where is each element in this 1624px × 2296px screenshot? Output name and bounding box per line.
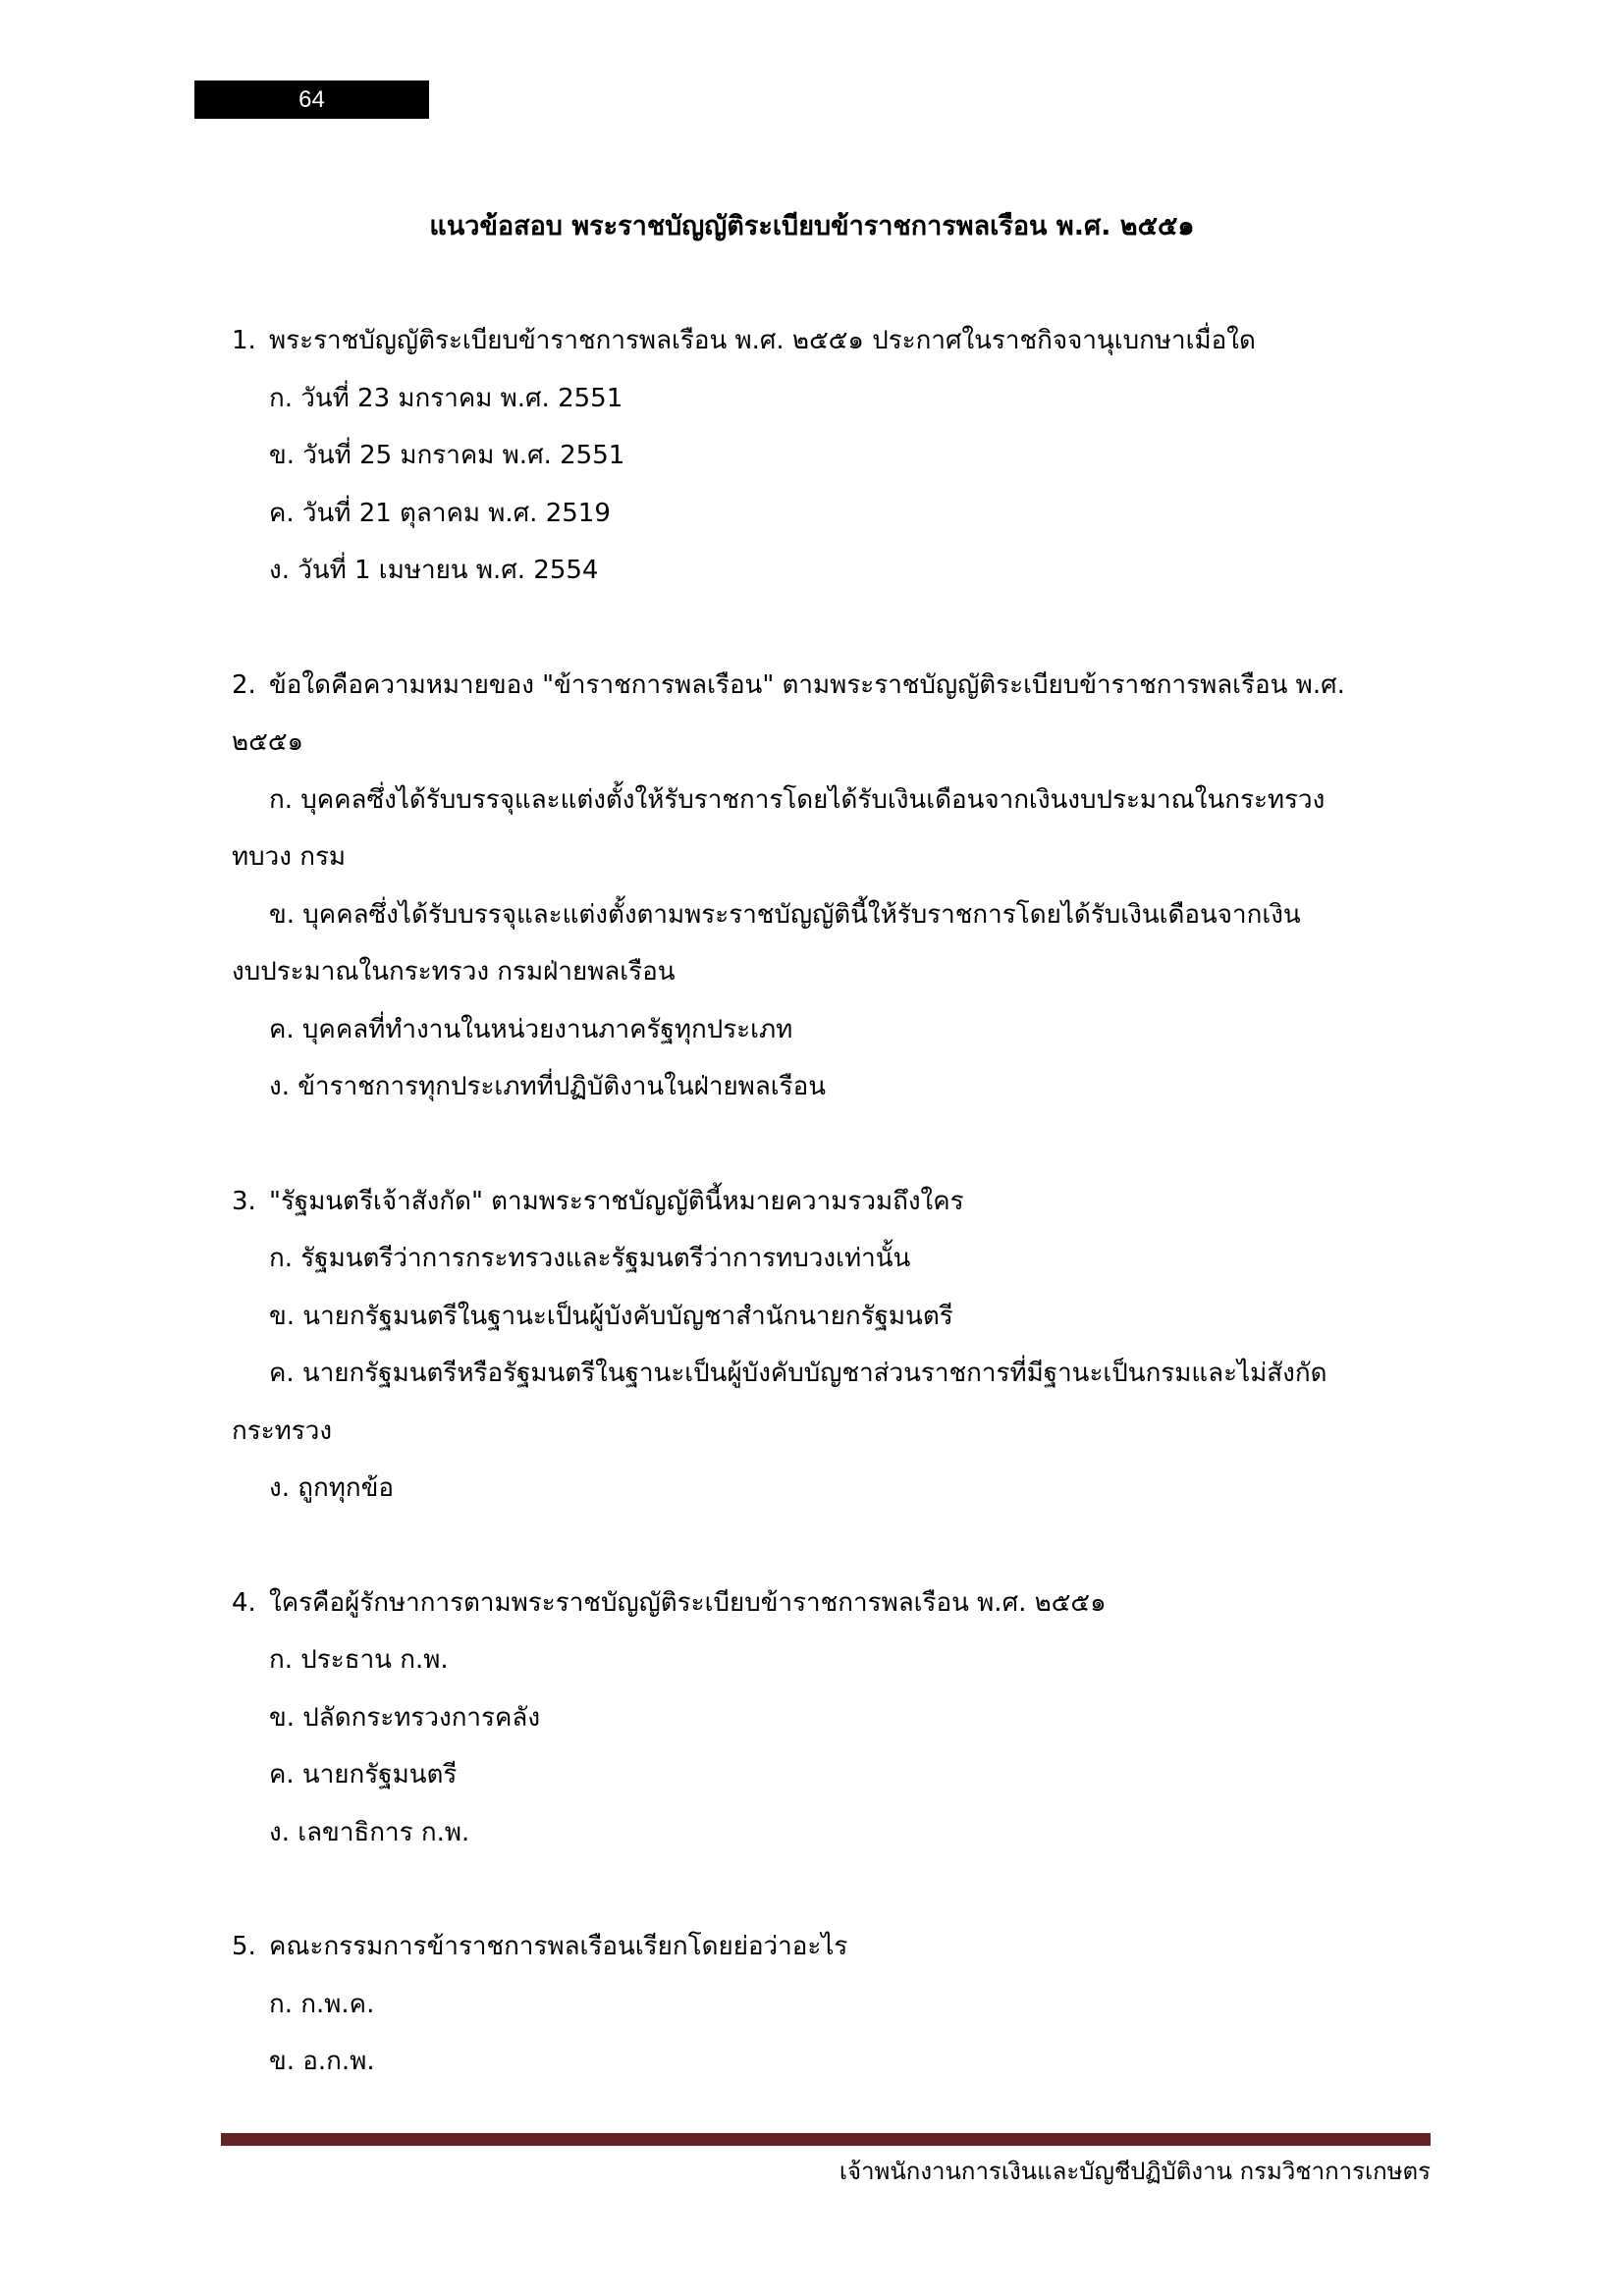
question-1: [232, 312, 1430, 600]
page-title: แนวข้อสอบ พระราชบัญญัติระเบียบข้าราชการพลเรือน พ.ศ. ๒๕๕๑: [429, 211, 1195, 241]
option-kho-khwai: ค. นายกรัฐมนตรีหรือรัฐมนตรีในฐานะเป็นผู้บังคับบัญชาส่วนราชการที่มีฐานะเป็นกรมและไม่สังกัด: [269, 1359, 1327, 1388]
question-text: 4. ใครคือผู้รักษาการตามพระราชบัญญัติระเบียบข้าราชการพลเรือน พ.ศ. ๒๕๕๑: [232, 1575, 1430, 1632]
option-kho: ข. นายกรัฐมนตรีในฐานะเป็นผู้บังคับบัญชาสำนักนายกรัฐมนตรี: [269, 1301, 953, 1331]
option-kho-khwai: ค. นายกรัฐมนตรี: [269, 1760, 458, 1789]
option-ngo: ง. ข้าราชการทุกประเภทที่ปฏิบัติงานในฝ่ายพลเรือน: [269, 1072, 826, 1101]
question-number: 4.: [232, 1587, 256, 1618]
option-kho-continued: งบประมาณในกระทรวง กรมฝ่ายพลเรือน: [232, 957, 676, 987]
question-number: 5.: [232, 1932, 256, 1961]
option-kho: ข. อ.ก.พ.: [269, 2047, 375, 2076]
question-3: [232, 1173, 1430, 1518]
page-number: [194, 80, 429, 119]
option-ngo: ง. ถูกทุกข้อ: [269, 1473, 394, 1503]
option-kho: ข. บุคคลซึ่งได้รับบรรจุและแต่งตั้งตามพระราชบัญญัตินี้ให้รับราชการโดยได้รับเงินเดือนจากเงิน: [269, 899, 1301, 930]
option-ko: ก. บุคคลซึ่งได้รับบรรจุและแต่งตั้งให้รับราชการโดยได้รับเงินเดือนจากเงินงบประมาณในกระทรวง: [269, 784, 1326, 815]
question-number: 2.: [232, 669, 256, 700]
page-number-label: 64: [298, 85, 325, 113]
question-number: 1.: [232, 326, 256, 355]
question-text: 5. คณะกรรมการข้าราชการพลเรือนเรียกโดยย่อว่าอะไร: [232, 1918, 1430, 1976]
option-kho: ข. วันที่ 25 มกราคม พ.ศ. 2551: [269, 441, 625, 470]
option-ko: ก. รัฐมนตรีว่าการกระทรวงและรัฐมนตรีว่าการทบวงเท่านั้น: [269, 1244, 911, 1273]
option-ko: ก. วันที่ 23 มกราคม พ.ศ. 2551: [269, 383, 623, 413]
question-text: 2. ข้อใดคือความหมายของ "ข้าราชการพลเรือน" ตามพระราชบัญญัติระเบียบข้าราชการพลเรือน พ.ศ.: [232, 657, 1430, 715]
option-ngo: ง. วันที่ 1 เมษายน พ.ศ. 2554: [269, 556, 599, 585]
question-text: 1. พระราชบัญญัติระเบียบข้าราชการพลเรือน พ.ศ. ๒๕๕๑ ประกาศในราชกิจจานุเบกษาเมื่อใด: [232, 312, 1430, 370]
option-ko: ก. ประธาน ก.พ.: [269, 1645, 449, 1675]
option-ko: ก. ก.พ.ค.: [269, 1989, 375, 2019]
option-ko-continued: ทบวง กรม: [232, 842, 347, 872]
option-ngo: ง. เลขาธิการ ก.พ.: [269, 1817, 470, 1847]
question-text: 3. "รัฐมนตรีเจ้าสังกัด" ตามพระราชบัญญัตินี้หมายความรวมถึงใคร: [232, 1173, 1430, 1231]
option-kho-khwai: ค. บุคคลที่ทำงานในหน่วยงานภาครัฐทุกประเภท: [269, 1014, 793, 1044]
question-4: [232, 1575, 1430, 1862]
question-list: [232, 312, 1430, 2148]
option-kho-khwai: ค. วันที่ 21 ตุลาคม พ.ศ. 2519: [269, 498, 611, 528]
question-5: [232, 1918, 1430, 2091]
footer-divider: [221, 2133, 1431, 2146]
question-2: [232, 657, 1430, 1116]
option-kho: ข. ปลัดกระทรวงการคลัง: [269, 1702, 541, 1733]
option-kho-khwai-continued: กระทรวง: [232, 1415, 333, 1446]
footer-text: เจ้าพนักงานการเงินและบัญชีปฏิบัติงาน กรมวิชาการเกษตร: [839, 2158, 1431, 2185]
question-number: 3.: [232, 1186, 256, 1216]
question-text-continued: ๒๕๕๑: [232, 727, 303, 757]
